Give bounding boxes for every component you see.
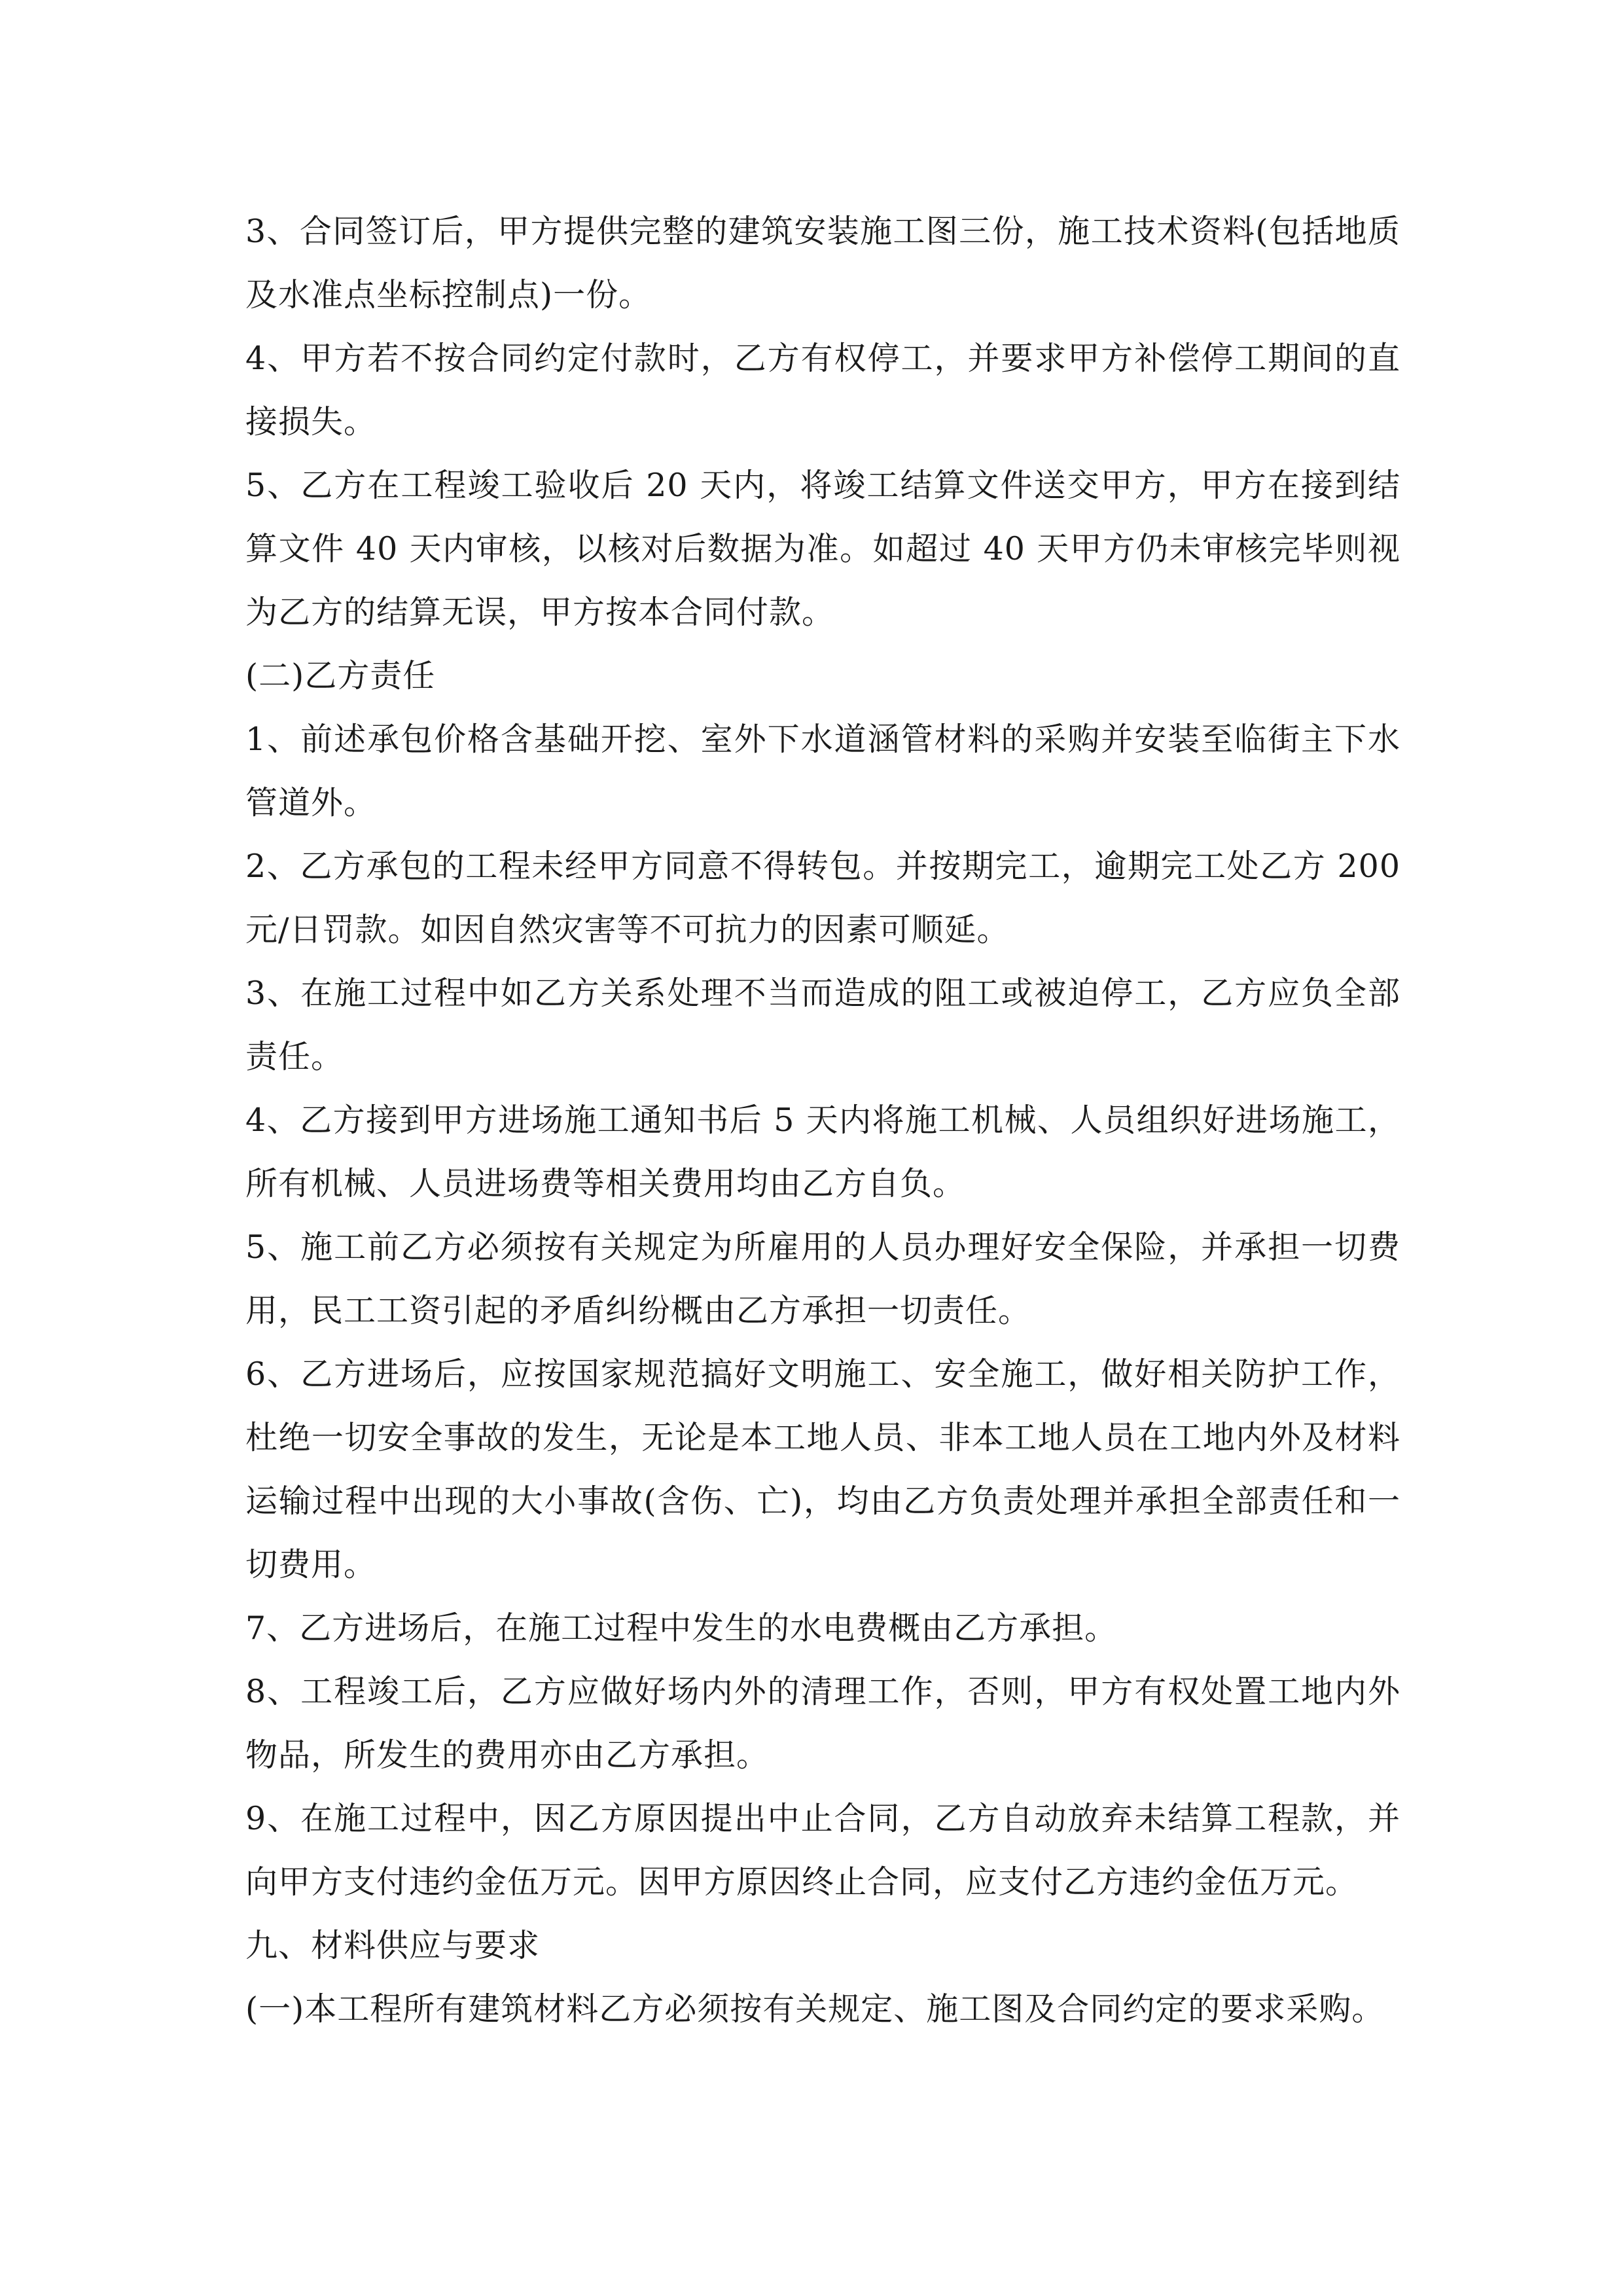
paragraph-b-6: 6、乙方进场后，应按国家规范搞好文明施工、安全施工，做好相关防护工作，杜绝一切安全事故的发生，无论是本工地人员、非本工地人员在工地内外及材料运输过程中出现的大小事故(含伤、亡)，均由乙方负责处理并承担全部责任和一切费用。 <box>245 1355 1400 1583</box>
paragraph-b-4: 4、乙方接到甲方进场施工通知书后 5 天内将施工机械、人员组织好进场施工，所有机械、人员进场费等相关费用均由乙方自负。 <box>245 1102 1400 1202</box>
paragraph-settlement: 5、乙方在工程竣工验收后 20 天内，将竣工结算文件送交甲方，甲方在接到结算文件 40 天内审核，以核对后数据为准。如超过 40 天甲方仍未审核完毕则视为乙方的结算无误，甲方按本合同付款。 <box>245 467 1400 631</box>
paragraph-b-7: 7、乙方进场后，在施工过程中发生的水电费概由乙方承担。 <box>245 1609 1118 1647</box>
paragraph-party-a-drawings: 3、合同签订后，甲方提供完整的建筑安装施工图三份，施工技术资料(包括地质及水准点坐标控制点)一份。 <box>245 213 1400 314</box>
paragraph-b-9: 9、在施工过程中，因乙方原因提出中止合同，乙方自动放弃未结算工程款，并向甲方支付违约金伍万元。因甲方原因终止合同，应支付乙方违约金伍万元。 <box>245 1800 1400 1901</box>
paragraph-b-2: 2、乙方承包的工程未经甲方同意不得转包。并按期完工，逾期完工处乙方 200 元/日罚款。如因自然灾害等不可抗力的因素可顺延。 <box>245 848 1400 948</box>
paragraph-b-3: 3、在施工过程中如乙方关系处理不当而造成的阻工或被迫停工，乙方应负全部责任。 <box>245 975 1400 1075</box>
paragraph-b-1: 1、前述承包价格含基础开挖、室外下水道涵管材料的采购并安装至临街主下水管道外。 <box>245 721 1400 821</box>
paragraph-materials-1: (一)本工程所有建筑材料乙方必须按有关规定、施工图及合同约定的要求采购。 <box>245 1990 1385 2028</box>
paragraph-party-a-payment: 4、甲方若不按合同约定付款时，乙方有权停工，并要求甲方补偿停工期间的直接损失。 <box>245 340 1400 440</box>
section-heading-materials: 九、材料供应与要求 <box>245 1927 541 1964</box>
section-heading-party-b: (二)乙方责任 <box>245 657 436 694</box>
document-body <box>245 200 1400 2041</box>
paragraph-b-5: 5、施工前乙方必须按有关规定为所雇用的人员办理好安全保险，并承担一切费用，民工工资引起的矛盾纠纷概由乙方承担一切责任。 <box>245 1229 1400 1329</box>
paragraph-b-8: 8、工程竣工后，乙方应做好场内外的清理工作，否则，甲方有权处置工地内外物品，所发生的费用亦由乙方承担。 <box>245 1673 1400 1774</box>
